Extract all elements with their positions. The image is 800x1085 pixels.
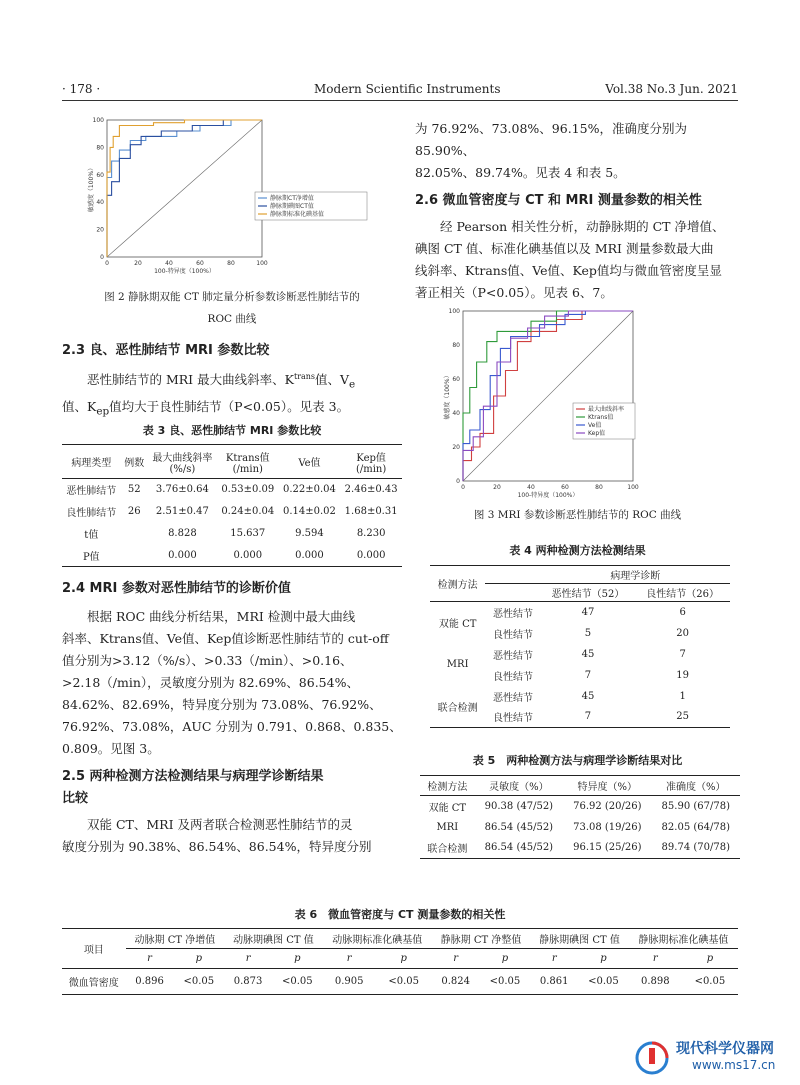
section-2-3-title: 2.3 良、恶性肺结节 MRI 参数比较 — [62, 343, 270, 358]
text-line: 敏度分别为 90.38%、86.54%、86.54%，特异度分别 — [62, 839, 372, 854]
left-column-2 — [62, 578, 402, 858]
table-cell: 0.873 — [233, 976, 263, 987]
table-cell: 微血管密度 — [68, 978, 119, 989]
y-tick-label: 20 — [96, 226, 104, 234]
th: 恶性结节（52） — [541, 584, 636, 602]
x-tick-label: 0 — [105, 260, 109, 267]
table-cell: 恶性结节 — [492, 608, 533, 620]
table-cell: 7 — [584, 711, 592, 723]
x-axis-label: 100-特异度（100%） — [517, 492, 579, 498]
table-cell: 0.896 — [135, 976, 164, 987]
table-cell: 90.38 (47/52) — [484, 800, 554, 812]
table-cell: 双能 CT — [438, 619, 477, 631]
table-cell: 良性结节 — [492, 713, 533, 725]
th — [340, 445, 402, 479]
table-cell: <0.05 — [489, 976, 521, 987]
table-cell: <0.05 — [388, 976, 420, 987]
table-cell: <0.05 — [282, 976, 313, 987]
table-row — [62, 501, 402, 523]
x-tick-label: 60 — [196, 260, 204, 267]
table-cell: 联合检测 — [437, 702, 478, 714]
th: 灵敏度（%） — [475, 776, 563, 796]
th: 项目 — [62, 929, 126, 969]
table-3 — [62, 444, 402, 567]
y-tick-label: 20 — [452, 444, 460, 451]
legend-label: Ve值 — [588, 422, 602, 429]
y-tick-label: 80 — [96, 144, 104, 152]
th: r — [126, 949, 174, 969]
text-line: 斜率、Ktrans值、Ve值、Kep值诊断恶性肺结节的 cut-off — [62, 631, 389, 646]
table-6-caption: 表 6 微血管密度与 CT 测量参数的相关性 — [294, 908, 506, 921]
table-row — [430, 602, 730, 623]
table-row — [430, 644, 730, 665]
section-2-5-title-cont: 比较 — [62, 791, 89, 806]
text-line: 线斜率、Ktrans值、Ve值、Kep值均与微血管密度呈显 — [415, 263, 722, 278]
table-cell: 15.637 — [230, 528, 266, 539]
th: p — [578, 949, 629, 969]
table-cell: 恶性结节 — [492, 692, 533, 704]
table-cell: 7 — [584, 669, 592, 681]
table-cell: 96.15 (25/26) — [573, 842, 642, 854]
site-logo — [632, 1038, 792, 1078]
table-5 — [420, 775, 740, 859]
legend-label: Kep值 — [588, 430, 606, 437]
sup: trans — [293, 372, 316, 381]
y-tick-label: 40 — [96, 199, 104, 207]
table-cell: 82.05 (64/78) — [661, 821, 730, 833]
th — [217, 445, 279, 479]
text-line: 双能 CT、MRI 及两者联合检测恶性肺结节的灵 — [87, 817, 353, 832]
table-cell: <0.05 — [588, 976, 619, 987]
table-cell: 1 — [679, 690, 686, 702]
th: p — [682, 949, 738, 969]
table-3-caption: 表 3 良、恶性肺结节 MRI 参数比较 — [142, 424, 322, 437]
y-tick-label: 100 — [92, 117, 104, 124]
running-header — [62, 82, 738, 101]
table-cell: 良性结节 — [492, 629, 533, 641]
y-tick-label: 0 — [456, 478, 460, 485]
table-cell: <0.05 — [694, 976, 726, 987]
section-2-3-text — [62, 366, 402, 396]
table-cell: 2.51±0.47 — [155, 506, 209, 517]
legend-label: 静脉期碘图CT值 — [270, 203, 314, 210]
text-line: 76.92%、73.08%，AUC 分别为 0.791、0.868、0.835、 — [62, 719, 402, 734]
section-2-4-title: 2.4 MRI 参数对恶性肺结节的诊断价值 — [62, 581, 291, 596]
table-cell: 52 — [127, 484, 141, 496]
text-line: 0.809。见图 3。 — [62, 741, 160, 756]
text-run: 值、K — [62, 398, 97, 414]
logo-name: 现代科学仪器网 — [676, 1041, 774, 1057]
table-cell: 恶性结节 — [492, 650, 533, 662]
th: r — [432, 949, 480, 969]
x-tick-label: 0 — [461, 484, 465, 491]
table-row — [420, 838, 740, 859]
th: 病理类型 — [62, 445, 121, 479]
table-cell: 0.861 — [539, 976, 569, 987]
figure-2-caption — [62, 288, 402, 328]
th: 动脉期标准化碘基值 — [323, 929, 432, 949]
th: 静脉期标准化碘基值 — [629, 929, 738, 949]
x-tick-label: 20 — [493, 484, 501, 491]
th: 动脉期碘图 CT 值 — [224, 929, 323, 949]
section-2-3-text2 — [62, 396, 402, 423]
table-cell: 45 — [581, 648, 595, 660]
th: r — [224, 949, 272, 969]
x-tick-label: 80 — [227, 260, 235, 267]
table-cell: 良性肺结节 — [66, 508, 117, 519]
th: p — [272, 949, 323, 969]
figure-2-roc — [85, 112, 385, 277]
table-row — [62, 545, 402, 567]
table-row — [62, 479, 402, 501]
table-cell: 双能 CT — [428, 802, 467, 814]
table-6 — [62, 928, 738, 995]
x-axis-label: 100-特异度（100%） — [154, 268, 215, 275]
text-run: 值、V — [315, 372, 350, 388]
table-cell: 85.90 (67/78) — [661, 800, 730, 812]
table-cell: 恶性肺结节 — [66, 486, 117, 498]
th-line: (/min) — [355, 463, 387, 475]
x-tick-label: 100 — [627, 484, 639, 491]
text-run: 值均大于良性肺结节（P<0.05）。见表 3。 — [109, 398, 350, 414]
sub: e — [349, 378, 356, 391]
caption-line: 图 2 静脉期双能 CT 肺定量分析参数诊断恶性肺结节的 — [104, 291, 360, 303]
text-line: 根据 ROC 曲线分析结果，MRI 检测中最大曲线 — [87, 609, 356, 624]
th-line: Kep值 — [356, 452, 386, 464]
th: r — [323, 949, 376, 969]
table-cell: 0.53±0.09 — [221, 484, 275, 496]
table-5-caption: 表 5 两种检测方法与病理学诊断结果对比 — [472, 754, 683, 767]
table-4 — [430, 565, 730, 728]
th: 特异度（%） — [563, 776, 651, 796]
th: 检测方法 — [430, 566, 485, 602]
table-cell: 5 — [584, 627, 592, 639]
table-cell: 9.594 — [295, 528, 324, 539]
text-line: 82.05%、89.74%。见表 4 和表 5。 — [415, 165, 626, 180]
x-tick-label: 40 — [527, 484, 535, 491]
text-line: 著正相关（P<0.05）。见表 6、7。 — [415, 285, 613, 300]
table-cell — [121, 545, 148, 567]
y-tick-label: 0 — [100, 254, 104, 261]
th: r — [629, 949, 682, 969]
x-tick-label: 40 — [165, 260, 173, 267]
table-cell: 47 — [581, 606, 595, 618]
th-line: Ktrans值 — [225, 452, 270, 464]
th: r — [530, 949, 578, 969]
table-cell: 76.92 (20/26) — [573, 800, 642, 812]
logo-url: www.ms17.cn — [692, 1058, 776, 1072]
table-cell: 89.74 (70/78) — [661, 842, 730, 854]
issue-info: Vol.38 No.3 Jun. 2021 — [605, 82, 738, 96]
th: p — [174, 949, 225, 969]
table-cell: 0.000 — [168, 549, 197, 561]
table-cell: 20 — [676, 627, 690, 639]
legend-label: 静脉期标准化碘基值 — [270, 211, 325, 218]
table-cell: 45 — [581, 690, 595, 702]
th: 病理学诊断 — [541, 566, 730, 584]
y-tick-label: 60 — [452, 376, 460, 383]
text-line: >2.18（/min），灵敏度分别为 82.69%、86.54%、 — [62, 675, 359, 690]
table-row — [430, 686, 730, 707]
left-column — [62, 340, 402, 422]
table-cell: 8.828 — [168, 528, 197, 539]
table-cell — [121, 523, 148, 545]
table-cell: 0.14±0.02 — [282, 506, 336, 517]
th: 动脉期 CT 净增值 — [126, 929, 225, 949]
table-cell: 3.76±0.64 — [155, 484, 209, 496]
table-row — [420, 796, 740, 817]
table-cell: 26 — [127, 506, 141, 517]
text-run: 恶性肺结节的 MRI 最大曲线斜率、K — [87, 372, 294, 388]
legend-label: Ktrans值 — [588, 414, 614, 421]
table-cell: 0.22±0.04 — [282, 484, 336, 496]
text-line: 值分别为>3.12（%/s）、>0.33（/min）、>0.16、 — [62, 653, 353, 668]
legend-label: 最大曲线斜率 — [588, 406, 625, 413]
text-line: 为 76.92%、73.08%、96.15%，准确度分别为 85.90%、 — [415, 121, 687, 158]
table-cell: 0.000 — [295, 549, 324, 561]
y-axis-label: 敏感度（100%） — [88, 164, 95, 213]
table-cell: 联合检测 — [427, 844, 468, 856]
section-2-4-text — [62, 606, 402, 760]
table-cell: MRI — [436, 821, 459, 833]
sub: ep — [96, 405, 110, 418]
figure-3-caption: 图 3 MRI 参数诊断恶性肺结节的 ROC 曲线 — [473, 509, 682, 521]
table-cell: 25 — [676, 711, 690, 723]
section-2-6-text — [415, 216, 740, 304]
table-cell: 0.905 — [334, 976, 364, 987]
table-cell: 6 — [679, 606, 686, 618]
right-column — [415, 118, 740, 304]
table-cell: <0.05 — [183, 976, 215, 987]
logo-icon — [632, 1038, 672, 1078]
th: 准确度（%） — [652, 776, 740, 796]
caption-line: ROC 曲线 — [207, 313, 257, 325]
th: p — [480, 949, 531, 969]
th — [485, 566, 540, 584]
table-cell: 8.230 — [356, 528, 386, 539]
table-cell: 19 — [676, 669, 690, 681]
table-cell: 0.000 — [356, 549, 386, 561]
x-tick-label: 60 — [561, 484, 569, 491]
journal-name: Modern Scientific Instruments — [314, 82, 501, 96]
figure-3-roc — [435, 303, 645, 498]
table-cell: 1.68±0.31 — [344, 506, 398, 517]
table-cell: 良性结节 — [492, 671, 533, 683]
th-line: 最大曲线斜率 — [152, 452, 213, 464]
text-line: 碘图 CT 值、标准化碘基值以及 MRI 测量参数最大曲 — [415, 241, 714, 256]
y-tick-label: 40 — [452, 410, 460, 417]
th: p — [376, 949, 432, 969]
th — [148, 445, 217, 479]
x-tick-label: 20 — [134, 260, 142, 267]
y-tick-label: 80 — [452, 342, 460, 349]
th: 静脉期 CT 净整值 — [432, 929, 531, 949]
table-row — [62, 523, 402, 545]
table-4-caption: 表 4 两种检测方法检测结果 — [509, 544, 646, 557]
table-cell: t值 — [84, 530, 99, 541]
th: 良性结节（26） — [635, 584, 730, 602]
th: Ve值 — [279, 445, 341, 479]
th-line: (%/s) — [169, 463, 196, 475]
th-line: (/min) — [232, 463, 263, 475]
th: 检测方法 — [420, 776, 475, 796]
x-tick-label: 100 — [256, 260, 268, 267]
x-tick-label: 80 — [595, 484, 603, 491]
table-cell: P值 — [82, 551, 100, 563]
table-cell: 2.46±0.43 — [344, 484, 398, 496]
table-cell: MRI — [446, 659, 469, 670]
table-cell: 0.000 — [233, 549, 263, 561]
table-cell: 0.24±0.04 — [221, 506, 275, 517]
section-2-6-title: 2.6 微血管密度与 CT 和 MRI 测量参数的相关性 — [415, 193, 702, 208]
text-line: 84.62%、82.69%，特异度分别为 73.08%、76.92%、 — [62, 697, 382, 712]
table-cell: 86.54 (45/52) — [484, 842, 554, 854]
table-cell: 0.824 — [441, 976, 471, 987]
table-row — [420, 817, 740, 838]
section-2-5-text — [62, 814, 402, 858]
th: 例数 — [121, 445, 148, 479]
table-cell: 7 — [679, 648, 686, 660]
table-cell: 0.898 — [640, 976, 670, 987]
y-axis-label: 敏感度（100%） — [444, 372, 451, 420]
th: 静脉期碘图 CT 值 — [530, 929, 629, 949]
table-cell: 73.08 (19/26) — [573, 821, 642, 833]
table-cell: 86.54 (45/52) — [484, 821, 554, 833]
text-line: 经 Pearson 相关性分析，动静脉期的 CT 净增值、 — [440, 219, 725, 234]
y-tick-label: 100 — [448, 308, 460, 315]
legend-label: 静脉期CT净增值 — [270, 195, 314, 202]
th — [485, 584, 540, 602]
section-2-5-title: 2.5 两种检测方法检测结果与病理学诊断结果 — [62, 769, 324, 784]
y-tick-label: 60 — [96, 171, 104, 179]
page-number: · 178 · — [62, 82, 101, 96]
